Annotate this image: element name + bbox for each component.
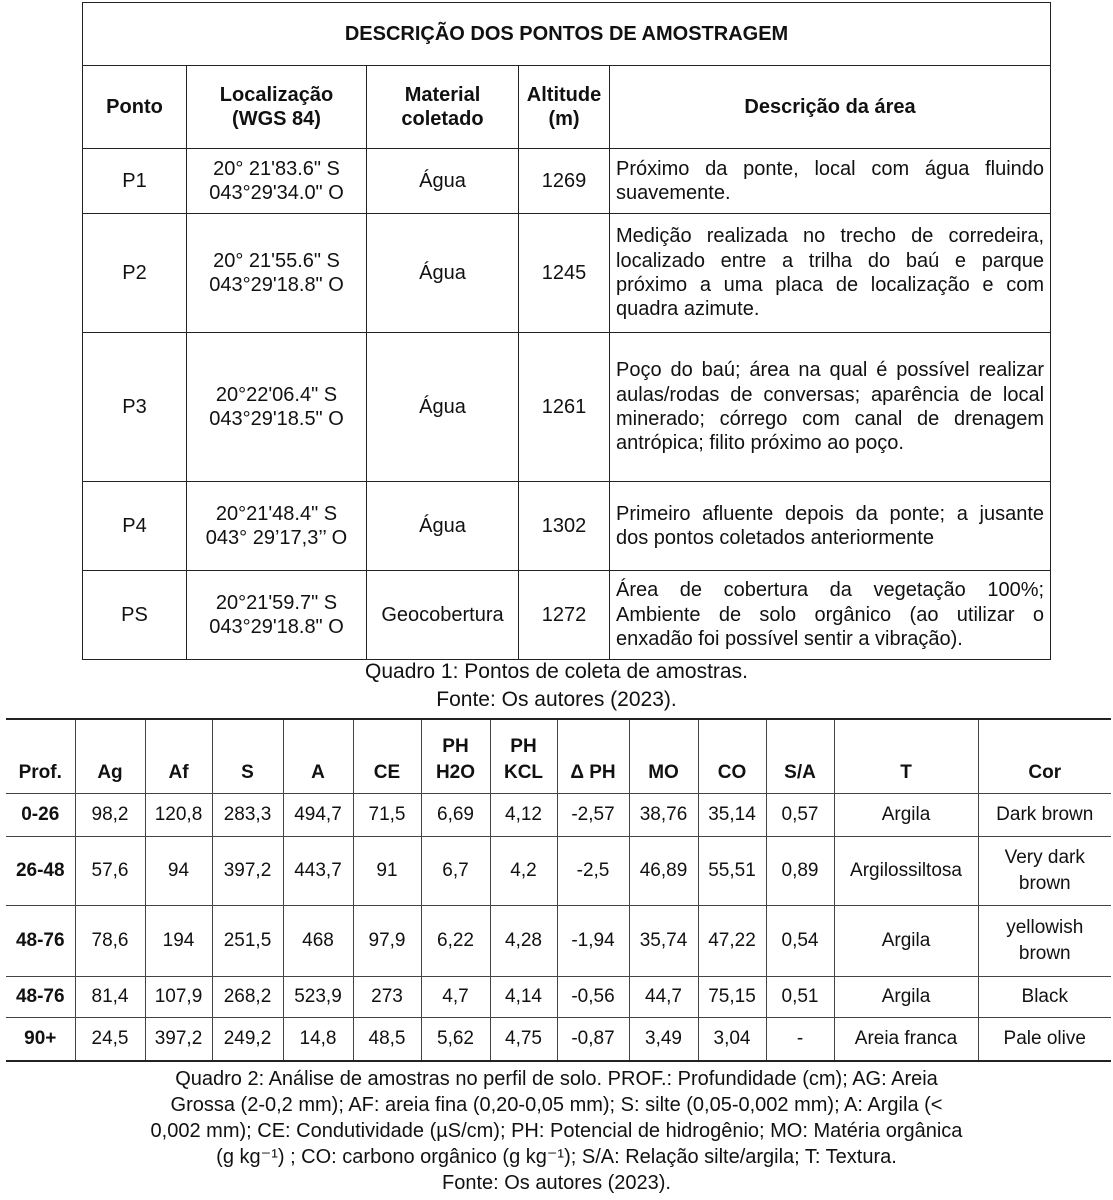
table-row [6,794,1111,837]
cell-ponto: P4 [83,482,187,571]
cell-delta-ph: -2,57 [557,794,629,837]
cell-material: Água [367,214,519,333]
quadro1-caption [0,658,1113,714]
cell-ag: 81,4 [75,977,145,1018]
cell-descricao: Poço do baú; área na qual é possível realizar aulas/rodas de conversas; aparência de local minerado; córrego com canal de drenagem antrópica; filito próximo ao poço. [610,333,1051,482]
table-row [6,906,1111,977]
quadro2-caption [60,1066,1053,1196]
cell-a: 14,8 [283,1018,353,1062]
header-localizacao: Localização (WGS 84) [187,66,367,149]
header-material: Material coletado [367,66,519,149]
cell-material: Água [367,333,519,482]
cell-s: 249,2 [212,1018,283,1062]
cell-ponto: PS [83,571,187,660]
cell-mo: 3,49 [629,1018,698,1062]
table-row [6,1018,1111,1062]
cell-ph-h2o: 5,62 [421,1018,490,1062]
cell-ph-kcl: 4,12 [490,794,557,837]
cell-af: 94 [145,837,212,906]
header-ph-kcl: PH KCL [490,719,557,794]
cell-a: 494,7 [283,794,353,837]
header-cor: Cor [978,719,1111,794]
cell-sa: - [766,1018,834,1062]
header-ph-h2o: PH H2O [421,719,490,794]
cell-mo: 44,7 [629,977,698,1018]
cell-cor: yellowish brown [978,906,1111,977]
cell-mo: 46,89 [629,837,698,906]
cell-t: Argilossiltosa [834,837,978,906]
cell-af: 397,2 [145,1018,212,1062]
cell-delta-ph: -0,87 [557,1018,629,1062]
cell-af: 194 [145,906,212,977]
cell-sa: 0,54 [766,906,834,977]
cell-prof: 0-26 [6,794,75,837]
cell-af: 120,8 [145,794,212,837]
cell-a: 523,9 [283,977,353,1018]
caption-source: Fonte: Os autores (2023). [436,688,677,711]
cell-altitude: 1302 [519,482,610,571]
cell-ag: 78,6 [75,906,145,977]
cell-co: 47,22 [698,906,766,977]
cell-descricao: Próximo da ponte, local com água fluindo suavemente. [610,149,1051,214]
cell-ponto: P2 [83,214,187,333]
sampling-points-table [82,2,1051,660]
header-altitude: Altitude (m) [519,66,610,149]
header-ag: Ag [75,719,145,794]
cell-delta-ph: -1,94 [557,906,629,977]
header-co: CO [698,719,766,794]
cell-ph-kcl: 4,14 [490,977,557,1018]
table-row [6,837,1111,906]
table-row [83,149,1051,214]
header-mo: MO [629,719,698,794]
cell-cor: Pale olive [1003,1028,1086,1050]
cell-s: 397,2 [212,837,283,906]
caption-title: Quadro 1: Pontos de coleta de amostras. [365,660,748,683]
cell-ag: 57,6 [75,837,145,906]
cell-prof: 90+ [6,1018,75,1062]
cell-ph-kcl: 4,75 [490,1018,557,1062]
cell-co: 75,15 [698,977,766,1018]
header-s: S [212,719,283,794]
cell-mo: 38,76 [629,794,698,837]
cell-ponto: P3 [83,333,187,482]
header-t: T [834,719,978,794]
cell-ce: 71,5 [353,794,421,837]
cell-prof: 48-76 [6,906,75,977]
cell-altitude: 1269 [519,149,610,214]
cell-sa: 0,57 [766,794,834,837]
cell-ponto: P1 [83,149,187,214]
cell-delta-ph: -2,5 [557,837,629,906]
cell-ag: 24,5 [75,1018,145,1062]
cell-ph-kcl: 4,28 [490,906,557,977]
caption-line: 0,002 mm); CE: Condutividade (µS/cm); PH: Potencial de hidrogênio; MO: Matéria orgânica [150,1120,963,1142]
cell-localizacao: 20°21'48.4" S 043° 29’17,3’’ O [187,482,367,571]
cell-a: 443,7 [283,837,353,906]
cell-mo: 35,74 [629,906,698,977]
cell-a: 468 [283,906,353,977]
caption-source: Fonte: Os autores (2023). [441,1172,671,1194]
cell-af: 107,9 [145,977,212,1018]
cell-ph-h2o: 6,69 [421,794,490,837]
cell-material: Geocobertura [367,571,519,660]
cell-localizacao: 20° 21'83.6" S 043°29'34.0" O [187,149,367,214]
header-delta-ph: Δ PH [557,719,629,794]
cell-material: Água [367,149,519,214]
cell-prof: 48-76 [6,977,75,1018]
cell-s: 283,3 [212,794,283,837]
table-row [83,482,1051,571]
cell-ph-h2o: 4,7 [421,977,490,1018]
table-title: DESCRIÇÃO DOS PONTOS DE AMOSTRAGEM [83,3,1051,66]
header-af: Af [145,719,212,794]
cell-co: 35,14 [698,794,766,837]
cell-descricao: Área de cobertura da vegetação 100%; Ambiente de solo orgânico (ao utilizar o enxadão foi possível sentir a vibração). [610,571,1051,660]
cell-ag: 98,2 [75,794,145,837]
header-descricao: Descrição da área [610,66,1051,149]
cell-ph-h2o: 6,7 [421,837,490,906]
cell-t: Argila [834,977,978,1018]
header-ce: CE [353,719,421,794]
cell-s: 251,5 [212,906,283,977]
table-row [83,214,1051,333]
cell-localizacao: 20° 21'55.6" S 043°29'18.8" O [187,214,367,333]
cell-s: 268,2 [212,977,283,1018]
table-row [83,333,1051,482]
cell-sa: 0,51 [766,977,834,1018]
cell-material: Água [367,482,519,571]
cell-t: Argila [834,794,978,837]
cell-co: 3,04 [698,1018,766,1062]
header-a: A [283,719,353,794]
cell-localizacao: 20°22'06.4" S 043°29'18.5" O [187,333,367,482]
cell-descricao: Primeiro afluente depois da ponte; a jusante dos pontos coletados anteriormente [610,482,1051,571]
cell-cor: Very dark brown [978,837,1111,906]
cell-cor: Black [978,977,1111,1018]
cell-ce: 48,5 [353,1018,421,1062]
cell-ce: 97,9 [353,906,421,977]
cell-ce: 273 [353,977,421,1018]
cell-t: Argila [834,906,978,977]
cell-sa: 0,89 [766,837,834,906]
caption-line: (g kg⁻¹) ; CO: carbono orgânico (g kg⁻¹); S/A: Relação silte/argila; T: Textura. [216,1146,897,1168]
header-ponto: Ponto [83,66,187,149]
cell-co: 55,51 [698,837,766,906]
cell-ce: 91 [353,837,421,906]
table-row [6,977,1111,1018]
header-prof: Prof. [6,719,75,794]
cell-t: Areia franca [834,1018,978,1062]
cell-altitude: 1261 [519,333,610,482]
cell-cor: Dark brown [978,794,1111,837]
cell-ph-kcl: 4,2 [490,837,557,906]
cell-prof: 26-48 [6,837,75,906]
cell-ph-h2o: 6,22 [421,906,490,977]
soil-analysis-table [6,718,1111,1062]
cell-descricao: Medição realizada no trecho de corredeira, localizado entre a trilha do baú e parque próximo a uma placa de localização e com quadra azimute. [610,214,1051,333]
cell-altitude: 1245 [519,214,610,333]
cell-delta-ph: -0,56 [557,977,629,1018]
caption-line: Quadro 2: Análise de amostras no perfil de solo. PROF.: Profundidade (cm); AG: Areia [175,1068,938,1090]
table-row [83,571,1051,660]
header-sa: S/A [766,719,834,794]
cell-localizacao: 20°21'59.7" S 043°29'18.8" O [187,571,367,660]
caption-line: Grossa (2-0,2 mm); AF: areia fina (0,20-0,05 mm); S: silte (0,05-0,002 mm); A: Argila (< [170,1094,943,1116]
cell-altitude: 1272 [519,571,610,660]
